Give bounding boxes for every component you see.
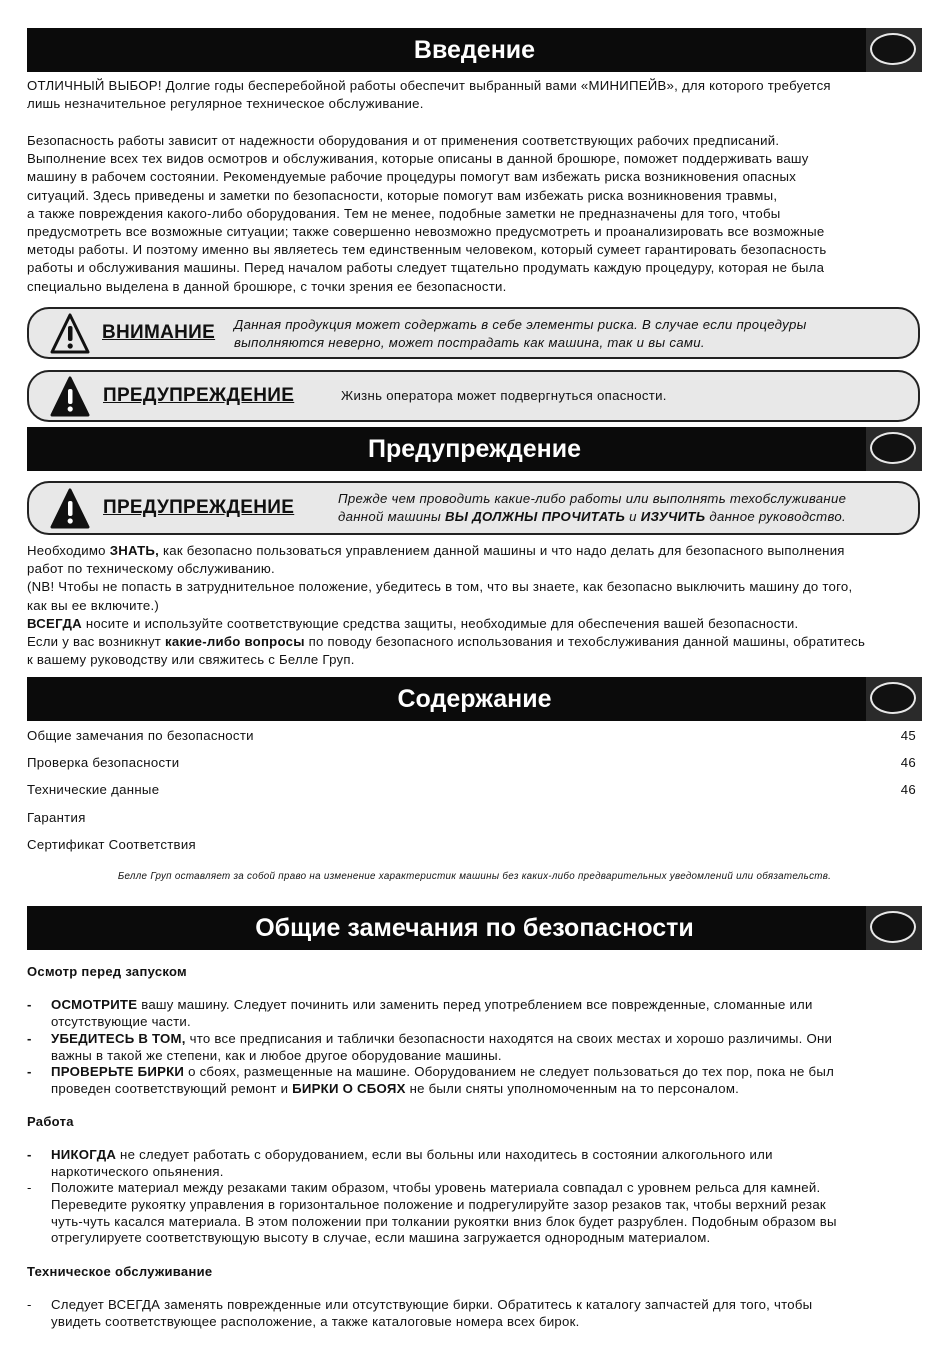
list-item: - НИКОГДА не следует работать с оборудованием, если вы больны или находитесь в состоянии алкогольного или наркотического опьянения.	[27, 1147, 773, 1179]
language-oval-icon	[866, 28, 922, 72]
caution-label: ВНИМАНИЕ	[102, 322, 216, 343]
caution-triangle-icon	[49, 312, 91, 356]
section-title: Общие замечания по безопасности	[255, 914, 694, 942]
list-item: - ПРОВЕРЬТЕ БИРКИ о сбоях, размещенные на машине. Оборудованием не следует пользоваться до тех пор, пока не был проведен соответствующий ремонт и БИРКИ О СБОЯХ не были сняты уполномоченным на то персоналом.	[27, 1064, 835, 1096]
disclaimer: Белле Груп оставляет за собой право на изменение характеристик машины без каких-либо предварительных уведомлений или обязательств.	[117, 871, 832, 882]
read-manual-text: Прежде чем проводить какие-либо работы или выполнять техобслуживание данной машины ВЫ ДОЛЖНЫ ПРОЧИТАТЬ и ИЗУЧИТЬ данное руководство.	[338, 491, 847, 524]
warning-notice	[27, 370, 920, 422]
toc-item[interactable]: Технические данные 46	[27, 782, 916, 797]
list-item: - УБЕДИТЕСЬ В ТОМ, что все предписания и таблички безопасности находятся на своих местах и хорошо различимы. Они важны в такой же степени, как и любое другое оборудование машины.	[27, 1031, 833, 1063]
caution-notice	[27, 307, 920, 359]
intro-paragraph-1: ОТЛИЧНЫЙ ВЫБОР! Долгие годы бесперебойной работы обеспечит выбранный вами «МИНИПЕЙВ», для которого требуется лишь незначительное регулярное техническое обслуживание.	[27, 78, 831, 112]
section-title: Предупреждение	[367, 435, 582, 463]
section-title: Содержание	[397, 685, 552, 713]
read-manual-notice	[27, 481, 920, 535]
toc-item[interactable]: Проверка безопасности 46	[27, 755, 916, 770]
list-item: - Следует ВСЕГДА заменять поврежденные или отсутствующие бирки. Обратитесь к каталогу запчастей для того, чтобы увидеть соответствующее расположение, а также каталоговые номера всех бирок.	[27, 1297, 813, 1329]
warning-label: ПРЕДУПРЕЖДЕНИЕ	[103, 497, 295, 518]
intro-paragraph-2: Безопасность работы зависит от надежности оборудования и от применения соответствующих рабочих предписаний. Выполнение всех тех видов осмотров и обслуживания, которые описаны в данной брошюре, поможет поддерживать вашу машину в рабочем состоянии. Рекомендуемые рабочие процедуры помогут вам избежать риска возникновения опасных ситуаций. Здесь приведены и заметки по безопасности, которые помогут вам избежать риска возникновения травмы, а также повреждения какого-либо оборудования. Тем не менее, подобные заметки не предназначены для того, чтобы предусмотреть все возможные ситуации; также совершенно невозможно предусмотреть и проанализировать все возможные методы работы. И поэтому именно вы являетесь тем единственным человеком, который сумеет гарантировать безопасность работы и обслуживания машины. Перед началом работы следует тщательно продумать каждую процедуру, которая не была специально выделена в данной брошюре, с точки зрения ее безопасности.	[27, 133, 827, 294]
language-oval-icon	[866, 906, 922, 950]
list-item: - Положите материал между резаками таким образом, чтобы уровень материала совпадал с уровнем рельса для камней. Переведите рукоятку управления в горизонтальное положение и подрегулируйте зазор резаков так, чтобы верхний резак чуть-чуть касался материала. В этом положении при толкании рукоятки вниз блок будет разрублен. Подобным образом вы отрегулируете соответствующую высоту в случае, если машина загружается однородным материалом.	[27, 1180, 837, 1246]
warning-label: ПРЕДУПРЕЖДЕНИЕ	[103, 385, 295, 406]
language-oval-icon	[866, 677, 922, 721]
section-header-intro	[27, 28, 922, 72]
language-oval-icon	[866, 427, 922, 471]
toc-item[interactable]: Гарантия	[27, 810, 86, 825]
subheading-operation: Работа	[27, 1114, 74, 1129]
warning-paragraph: Необходимо ЗНАТЬ, как безопасно пользоваться управлением данной машины и что надо делать для безопасного выполнения работ по техническому обслуживанию. (NB! Чтобы не попасть в затруднительное положение, убедитесь в том, что вы знаете, как безопасно выключить машину до того, как вы ее включите.) ВСЕГДА носите и используйте соответствующие средства защиты, необходимые для обеспечения вашей безопасности. Если у вас возникнут какие-либо вопросы по поводу безопасного использования и техобслуживания данной машины, обратитесь к вашему руководству или свяжитесь с Белле Груп.	[27, 543, 866, 668]
warning-text: Жизнь оператора может подвергнуться опасности.	[341, 388, 667, 403]
caution-text: Данная продукция может содержать в себе элементы риска. В случае если процедуры выполняются неверно, может пострадать как машина, так и вы сами.	[234, 317, 807, 350]
toc-item[interactable]: Общие замечания по безопасности 45	[27, 728, 916, 743]
subheading-pre-start: Осмотр перед запуском	[27, 964, 187, 979]
warning-triangle-icon	[49, 375, 91, 419]
toc-item[interactable]: Сертификат Соответствия	[27, 837, 196, 852]
section-title: Введение	[413, 36, 536, 64]
subheading-maintenance: Техническое обслуживание	[27, 1264, 213, 1279]
section-header-warning	[27, 427, 922, 471]
section-header-safety	[27, 906, 922, 950]
warning-triangle-icon	[49, 487, 91, 531]
section-header-contents	[27, 677, 922, 721]
list-item: - ОСМОТРИТЕ вашу машину. Следует починить или заменить перед употреблением все поврежденные, сломанные или отсутствующие части.	[27, 997, 813, 1029]
